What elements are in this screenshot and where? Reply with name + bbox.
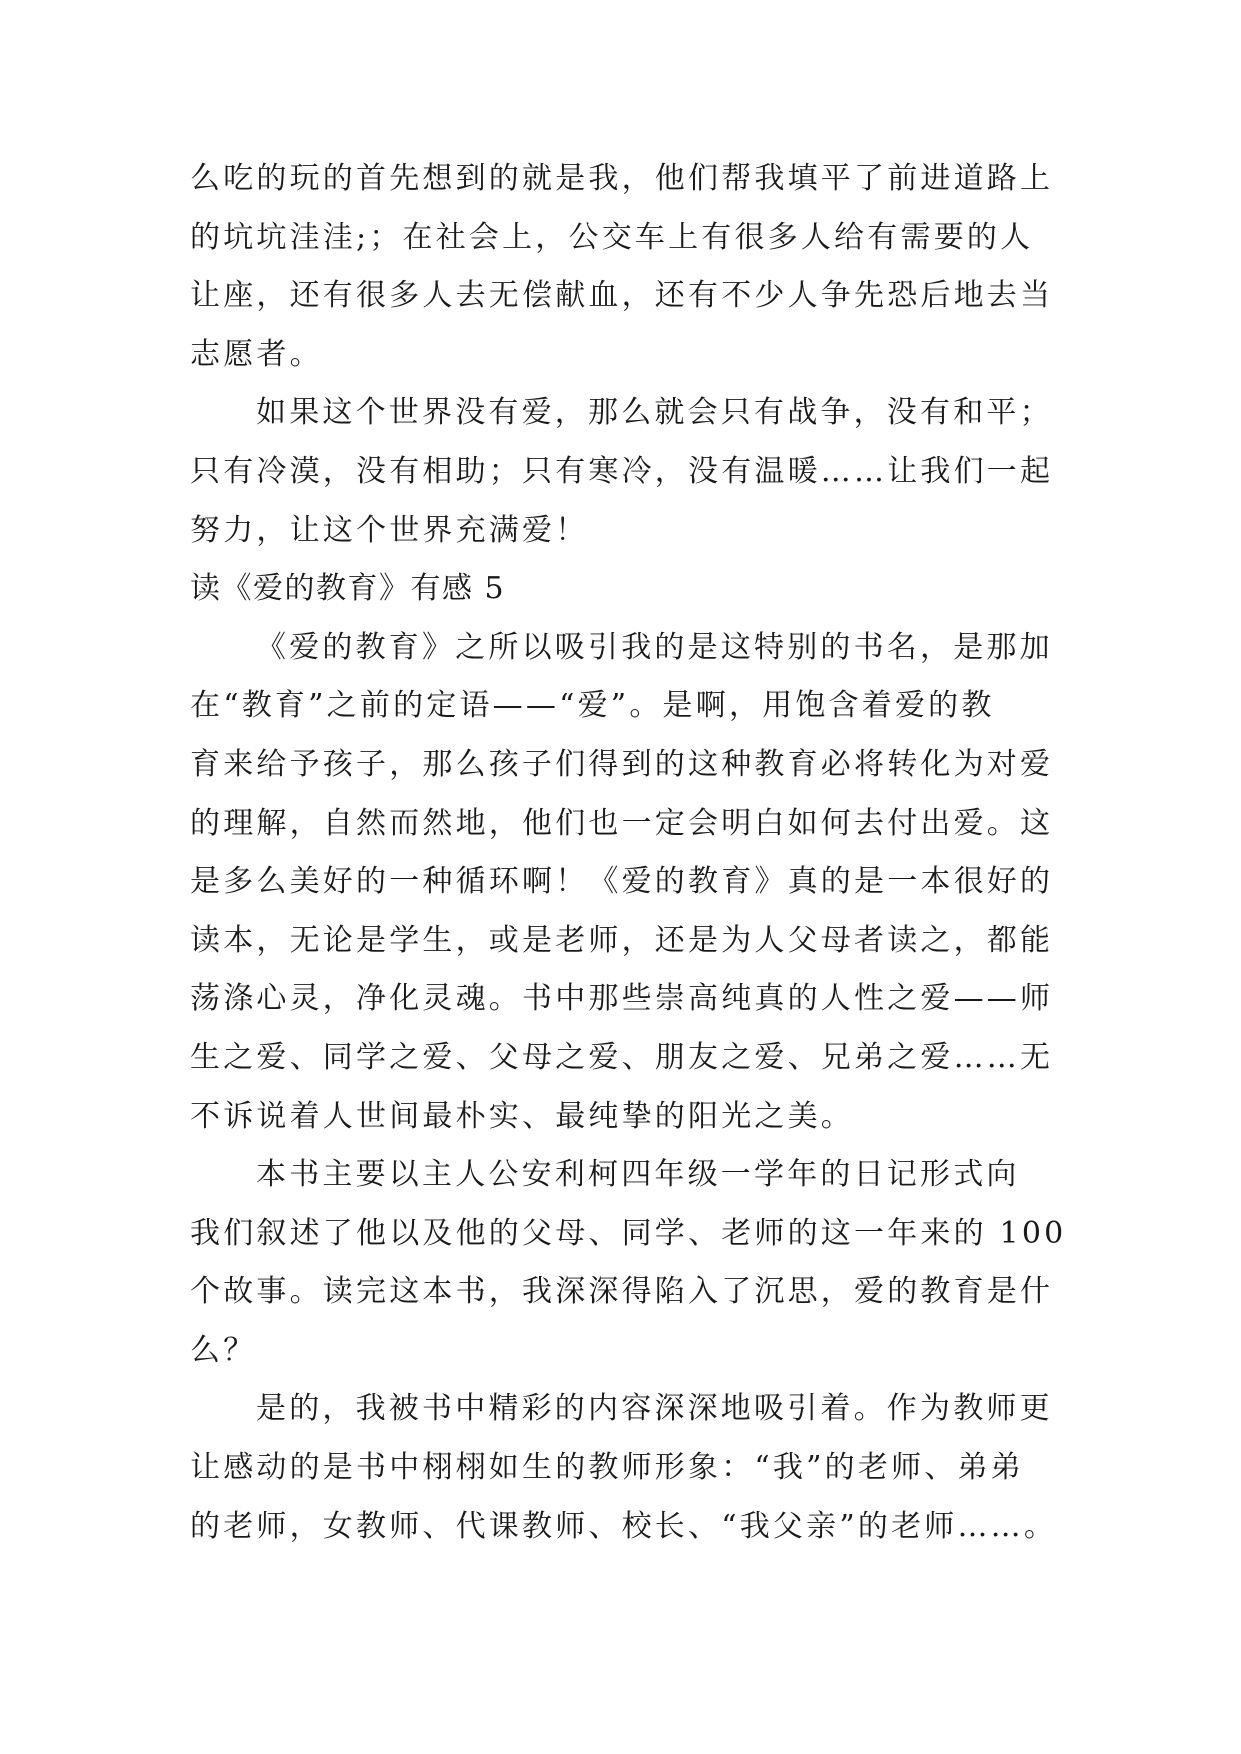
text-line: 不诉说着人世间最朴实、最纯挚的阳光之美。 [190, 1098, 854, 1134]
text-line: 志愿者。 [190, 336, 323, 372]
text-line: 育来给予孩子，那么孩子们得到的这种教育必将转化为对爱 [190, 746, 1054, 782]
paragraph [190, 619, 1070, 1146]
document-body [190, 150, 1070, 1556]
paragraph [190, 1380, 1070, 1556]
heading-text: 读《爱的教育》有感 5 [190, 571, 506, 607]
text-line: 《爱的教育》之所以吸引我的是这特别的书名，是那加 [256, 629, 1053, 665]
text-line: 我们叙述了他以及他的父母、同学、老师的这一年来的 100 [190, 1215, 1067, 1251]
text-line: 个故事。读完这本书，我深深得陷入了沉思，爱的教育是什 [190, 1274, 1054, 1310]
paragraph [190, 150, 1070, 384]
text-line: 在“教育”之前的定语——“爱”。是啊，用饱含着爱的教 [190, 688, 995, 724]
text-line: 是多么美好的一种循环啊！《爱的教育》真的是一本很好的 [190, 864, 1054, 900]
text-line: 么？ [190, 1332, 257, 1368]
paragraph [190, 1146, 1070, 1380]
text-line: 的理解，自然而然地，他们也一定会明白如何去付出爱。这 [190, 805, 1054, 841]
text-line: 荡涤心灵，净化灵魂。书中那些崇高纯真的人性之爱——师 [190, 981, 1054, 1017]
paragraph [190, 384, 1070, 560]
text-line: 是的，我被书中精彩的内容深深地吸引着。作为教师更 [256, 1391, 1053, 1427]
text-line: 么吃的玩的首先想到的就是我，他们帮我填平了前进道路上 [190, 161, 1054, 196]
text-line: 如果这个世界没有爱，那么就会只有战争，没有和平； [256, 395, 1053, 431]
text-line: 本书主要以主人公安利柯四年级一学年的日记形式向 [256, 1157, 1020, 1193]
text-line: 让座，还有很多人去无偿献血，还有不少人争先恐后地去当 [190, 278, 1054, 314]
text-line: 的坑坑洼洼;；在社会上，公交车上有很多人给有需要的人 [190, 219, 1034, 255]
text-line: 的老师，女教师、代课教师、校长、“我父亲”的老师……。 [190, 1508, 1058, 1544]
text-line: 读本，无论是学生，或是老师，还是为人父母者读之，都能 [190, 922, 1054, 958]
text-line: 只有冷漠，没有相助；只有寒冷，没有温暖……让我们一起 [190, 453, 1054, 489]
text-line: 生之爱、同学之爱、父母之爱、朋友之爱、兄弟之爱……无 [190, 1039, 1054, 1075]
text-line: 努力，让这个世界充满爱！ [190, 512, 589, 548]
text-line: 让感动的是书中栩栩如生的教师形象：“我”的老师、弟弟 [190, 1450, 1024, 1486]
section-heading [190, 560, 1070, 619]
